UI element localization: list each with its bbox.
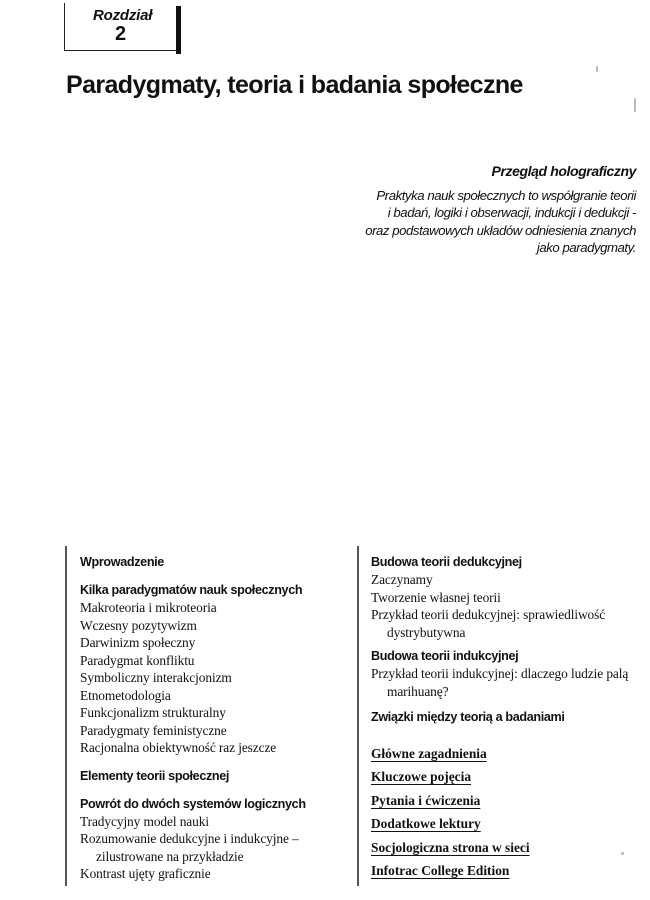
toc-item: Funkcjonalizm strukturalny	[80, 705, 226, 720]
toc-section-heading: Kilka paradygmatów nauk społecznych	[80, 583, 303, 597]
page-title: Paradygmaty, teoria i badania społeczne	[66, 71, 523, 99]
toc-section-heading: Związki między teorią a badaniami	[371, 710, 565, 724]
end-matter-item: Kluczowe pojęcia	[371, 769, 472, 785]
toc-left-column	[80, 553, 350, 883]
column-rule-left	[65, 546, 67, 886]
scan-speck	[634, 98, 636, 112]
toc-item: Paradygmat konfliktu	[80, 652, 195, 668]
toc-right-column	[371, 553, 646, 882]
toc-item: Rozumowanie dedukcyjne i indukcyjne – zilustrowane na przykładzie	[80, 831, 299, 864]
toc-item: Tradycyjny model nauki	[80, 813, 209, 829]
toc-item: Przykład teorii dedukcyjnej: sprawiedliwość dystrybutywna	[371, 607, 606, 640]
end-matter-item: Główne zagadnienia	[371, 746, 487, 761]
overview-line: i badań, logiki i obserwacji, indukcji i dedukcji -	[387, 205, 636, 221]
end-matter-item: Pytania i ćwiczenia	[371, 792, 481, 808]
column-rule-right	[357, 546, 359, 886]
toc-item: Kontrast ujęty graficznie	[80, 866, 211, 881]
toc-item: Symboliczny interakcjonizm	[80, 670, 232, 685]
toc-item: Przykład teorii indukcyjnej: dlaczego ludzie palą marihuanę?	[371, 666, 629, 699]
chapter-box	[64, 3, 177, 51]
toc-item: Racjonalna obiektywność raz jeszcze	[80, 740, 277, 755]
overview-line: jako paradygmaty.	[536, 239, 636, 255]
toc-item: Etnometodologia	[80, 687, 171, 703]
scan-speck	[596, 66, 598, 72]
toc-section-heading: Budowa teorii dedukcyjnej	[371, 555, 522, 569]
toc-section-heading: Powrót do dwóch systemów logicznych	[80, 796, 306, 811]
toc-section-heading: Elementy teorii społecznej	[80, 768, 230, 783]
end-matter-item: Infotrac College Edition	[371, 863, 510, 879]
toc-item: Wczesny pozytywizm	[80, 617, 197, 633]
chapter-box-bar	[176, 6, 181, 54]
overview-line: oraz podstawowych układów odniesienia znanych	[365, 222, 636, 238]
overview-text	[336, 187, 636, 256]
toc-item: Makroteoria i mikroteoria	[80, 600, 217, 615]
end-matter-list	[371, 742, 646, 882]
end-matter-item: Dodatkowe lektury	[371, 816, 481, 832]
chapter-label: Rozdział	[93, 7, 153, 24]
toc-item: Paradygmaty feministyczne	[80, 722, 227, 738]
end-matter-item: Socjologiczna strona w sieci	[371, 839, 530, 855]
toc-item: Darwinizm społeczny	[80, 635, 196, 650]
toc-item: Tworzenie własnej teorii	[371, 589, 501, 605]
toc-section-heading: Wprowadzenie	[80, 555, 164, 569]
chapter-number: 2	[115, 23, 127, 45]
overview-line: Praktyka nauk społecznych to współgranie teorii	[376, 188, 636, 203]
toc-section-heading: Budowa teorii indukcyjnej	[371, 649, 519, 663]
toc-item: Zaczynamy	[371, 572, 433, 587]
overview-heading: Przegląd holograficzny	[491, 163, 636, 179]
